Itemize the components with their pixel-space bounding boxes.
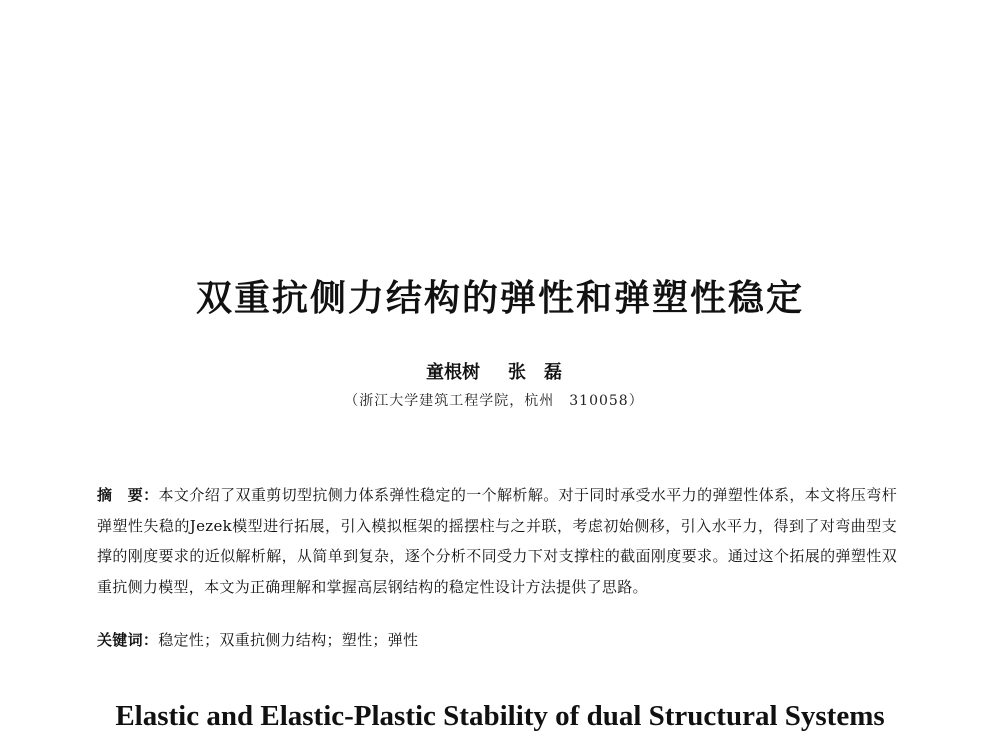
abstract-paragraph <box>97 480 897 602</box>
keywords-line <box>97 628 897 652</box>
author-name: 张 磊 <box>508 362 562 383</box>
author-name: 童根树 <box>426 362 480 383</box>
keywords-label: 关键词： <box>97 631 159 649</box>
paper-title-chinese: 双重抗侧力结构的弹性和弹塑性稳定 <box>195 278 804 319</box>
abstract-text: 本文介绍了双重剪切型抗侧力体系弹性稳定的一个解析解。对于同时承受水平力的弹塑性体系，本文将压弯杆弹塑性失稳的Jezek模型进行拓展，引入模拟框架的摇摆柱与之并联，考虑初始侧移，引入水平力，得到了对弯曲型支撑的刚度要求的近似解析解，从简单到复杂，逐个分析不同受力下对支撑柱的截面刚度要求。通过这个拓展的弹塑性双重抗侧力模型，本文为正确理解和掌握高层钢结构的稳定性设计方法提供了思路。 <box>97 486 897 596</box>
abstract-label: 摘 要： <box>97 486 159 504</box>
keywords-text: 稳定性；双重抗侧力结构；塑性；弹性 <box>158 631 419 649</box>
author-line <box>0 358 988 384</box>
author-affiliation: （浙江大学建筑工程学院，杭州 310058） <box>344 393 644 409</box>
paper-title-english: Elastic and Elastic-Plastic Stability of dual Structural Systems <box>115 700 885 732</box>
